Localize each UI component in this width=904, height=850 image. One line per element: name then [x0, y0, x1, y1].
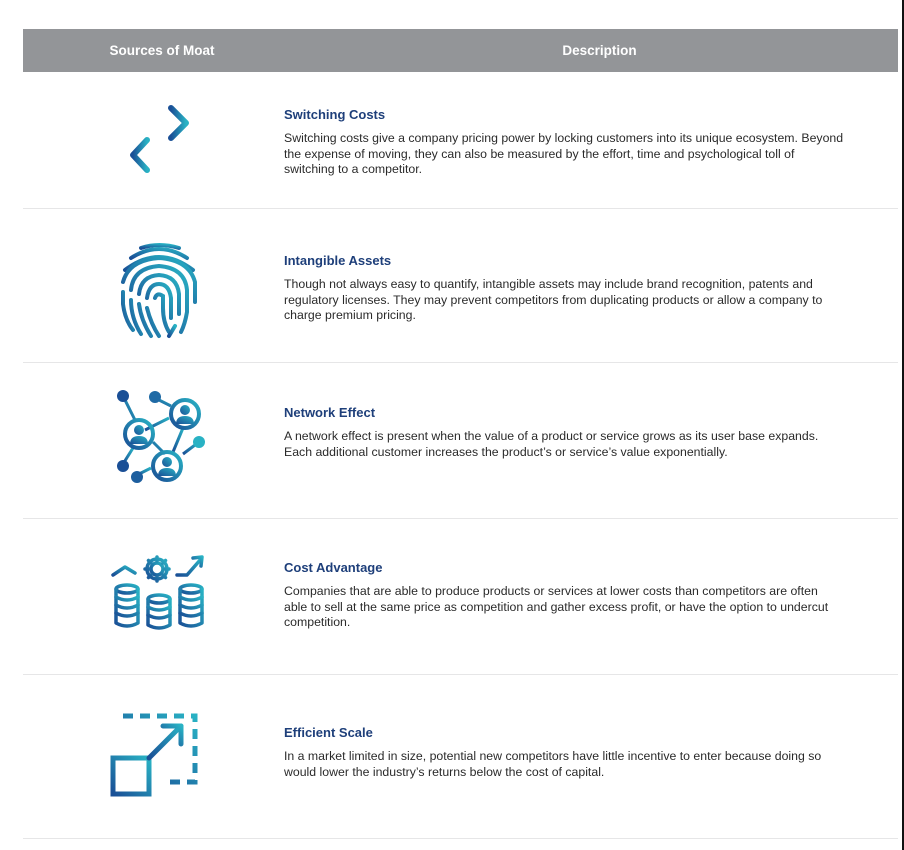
- row-title: Efficient Scale: [284, 725, 373, 740]
- network-people-icon: [109, 390, 209, 490]
- table-row-efficient-scale: [23, 675, 898, 839]
- row-description: Switching costs give a company pricing power by locking customers into its unique ecosystem. Beyond the expense of moving, they can also be measured by the effort, time and psychological toll of switching to a competitor.: [284, 131, 844, 177]
- row-description: In a market limited in size, potential new competitors have little incentive to enter because doing so would lower the industry’s returns below the cost of capital.: [284, 749, 822, 779]
- moat-table: [23, 29, 898, 779]
- column-header-sources: Sources of Moat: [109, 43, 215, 58]
- row-description: Though not always easy to quantify, intangible assets may include brand recognition, patents and regulatory licenses. They may prevent competitors from duplicating products or allow a company to charge premium pricing.: [284, 277, 823, 323]
- fingerprint-icon: [109, 242, 209, 342]
- row-title: Cost Advantage: [284, 560, 383, 575]
- row-description: Companies that are able to produce products or services at lower costs than competitors are often able to sell at the same price as competition and gather excess profit, or have the option to undercut competition.: [284, 584, 829, 630]
- table-row-network-effect: [23, 363, 898, 519]
- scale-expand-icon: [109, 712, 209, 812]
- row-title: Switching Costs: [284, 107, 386, 122]
- row-title: Intangible Assets: [284, 253, 392, 268]
- switch-arrows-icon: [109, 95, 209, 195]
- row-title: Network Effect: [284, 405, 376, 420]
- table-header: [23, 29, 898, 72]
- coins-gear-growth-icon: [109, 549, 209, 649]
- table-row-cost-advantage: [23, 519, 898, 675]
- row-description: A network effect is present when the value of a product or service grows as its user base expands. Each additional customer increases the product’s or service’s value exponentially.: [284, 429, 819, 459]
- column-header-description: Description: [562, 43, 637, 58]
- table-row-switching-costs: [23, 72, 898, 209]
- table-row-intangible-assets: [23, 209, 898, 363]
